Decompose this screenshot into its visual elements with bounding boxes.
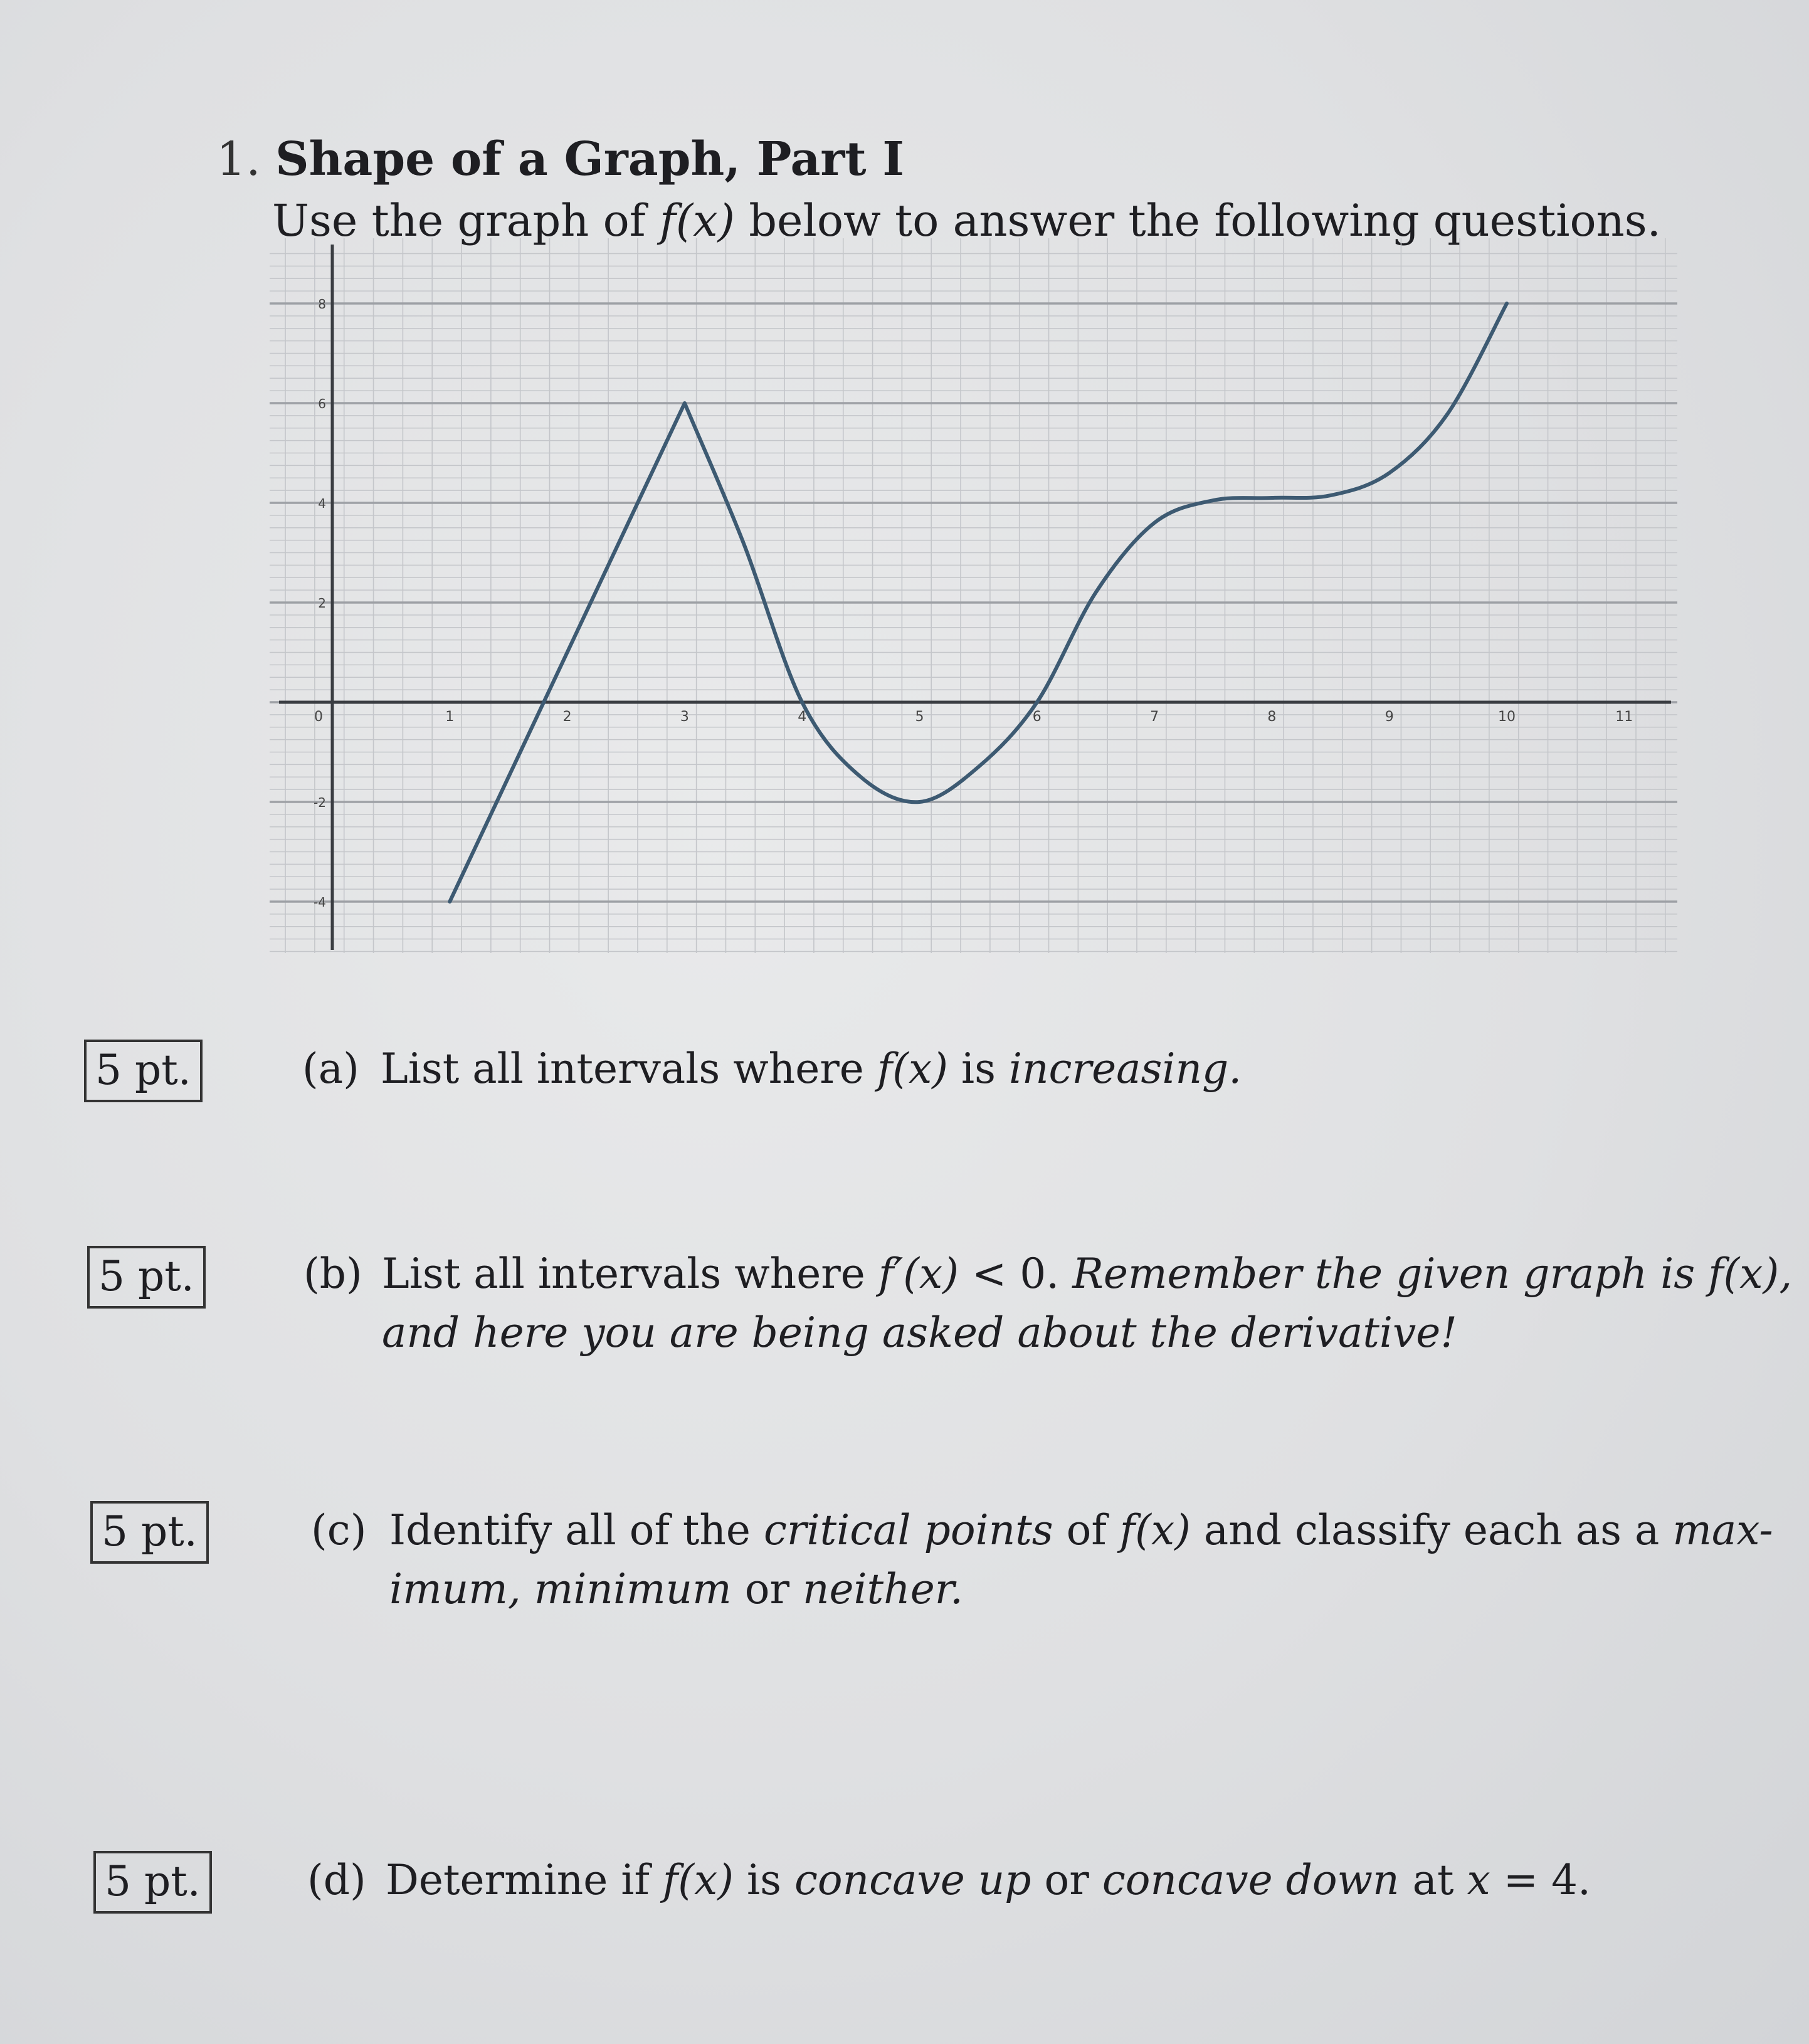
question-b-text	[382, 1250, 1792, 1298]
intro-fx: f(x)	[659, 195, 735, 246]
problem-heading	[216, 134, 904, 185]
y-tick-label: 2	[318, 596, 326, 611]
y-tick-label: -4	[314, 895, 326, 910]
question-b-line1-seg-0: List all intervals where	[382, 1250, 878, 1298]
function-graph	[270, 238, 1677, 953]
points-box-c: 5 pt.	[90, 1501, 209, 1564]
y-tick-label: -2	[314, 795, 326, 810]
question-d-text	[386, 1856, 1591, 1904]
x-tick-label: 10	[1498, 709, 1516, 725]
x-tick-label: 4	[798, 709, 807, 725]
x-tick-label: 1	[445, 709, 455, 725]
question-c-text	[389, 1506, 1773, 1554]
question-b-line1-seg-2: < 0.	[958, 1250, 1073, 1298]
question-d-line1-seg-0: Determine if	[386, 1856, 663, 1904]
question-d-line1-seg-1: f(x)	[662, 1856, 734, 1904]
x-tick-label: 6	[1032, 709, 1042, 725]
major-grid	[270, 303, 1677, 902]
minor-grid	[270, 238, 1677, 953]
question-d-line1-seg-2: is	[734, 1856, 794, 1904]
points-box-d: 5 pt.	[93, 1851, 212, 1914]
question-a-text	[381, 1045, 1242, 1093]
question-d-line1-seg-4: or	[1031, 1856, 1102, 1904]
question-b-line1-seg-3: Remember the given graph is f(x),	[1072, 1250, 1793, 1298]
question-d-line1-seg-5: concave down	[1102, 1856, 1400, 1904]
intro-start: Use the graph of	[272, 195, 660, 246]
question-c-line2-seg-2: neither.	[802, 1565, 964, 1613]
question-b-line2-seg-0: and here you are being asked about the derivative!	[382, 1309, 1457, 1357]
question-c-line1-seg-3: f(x)	[1119, 1506, 1191, 1554]
points-box-b: 5 pt.	[87, 1246, 206, 1309]
question-b	[303, 1245, 1792, 1362]
question-a-line1-seg-3: increasing.	[1008, 1045, 1242, 1093]
question-d-line1-seg-6: at	[1399, 1856, 1467, 1904]
axes	[279, 245, 1671, 950]
question-b-label: (b)	[303, 1250, 362, 1298]
question-c-line1-seg-2: of	[1053, 1506, 1120, 1554]
x-tick-label: 7	[1150, 709, 1159, 725]
question-c-text-cont	[311, 1560, 1773, 1619]
question-d-line1-seg-7: x	[1467, 1856, 1490, 1904]
question-d-line1-seg-8: = 4.	[1490, 1856, 1591, 1904]
x-tick-label: 3	[680, 709, 689, 725]
question-b-text-cont	[303, 1304, 1792, 1362]
x-tick-label: 11	[1615, 709, 1633, 725]
problem-title: Shape of a Graph, Part I	[275, 132, 904, 186]
question-d	[307, 1851, 1591, 1910]
question-b-line1-seg-1: f′(x)	[878, 1250, 959, 1298]
y-tick-label: 4	[318, 496, 326, 511]
question-d-line1-seg-3: concave up	[794, 1856, 1031, 1904]
question-a-label: (a)	[302, 1045, 359, 1093]
x-tick-label: 8	[1267, 709, 1277, 725]
question-c-line1-seg-1: critical points	[763, 1506, 1053, 1554]
question-d-label: (d)	[307, 1856, 366, 1904]
question-c	[311, 1501, 1773, 1619]
x-tick-label: 9	[1384, 709, 1394, 725]
question-c-line2-seg-0: imum, minimum	[389, 1565, 732, 1613]
x-tick-label: 0	[314, 709, 323, 725]
problem-number: 1.	[216, 132, 261, 186]
question-a	[302, 1040, 1242, 1098]
question-c-label: (c)	[311, 1506, 367, 1554]
y-tick-label: 6	[318, 396, 326, 411]
question-c-line2-seg-1: or	[731, 1565, 803, 1613]
question-a-line1-seg-2: is	[948, 1045, 1009, 1093]
question-a-line1-seg-1: f(x)	[877, 1045, 948, 1093]
x-tick-label: 2	[562, 709, 572, 725]
y-tick-label: 8	[318, 297, 326, 312]
intro-end: below to answer the following questions.	[734, 195, 1661, 246]
question-a-line1-seg-0: List all intervals where	[381, 1045, 877, 1093]
points-box-a: 5 pt.	[84, 1040, 203, 1102]
question-c-line1-seg-5: max-	[1672, 1506, 1773, 1554]
x-tick-label: 5	[915, 709, 924, 725]
question-c-line1-seg-4: and classify each as a	[1190, 1506, 1673, 1554]
question-c-line1-seg-0: Identify all of the	[389, 1506, 764, 1554]
